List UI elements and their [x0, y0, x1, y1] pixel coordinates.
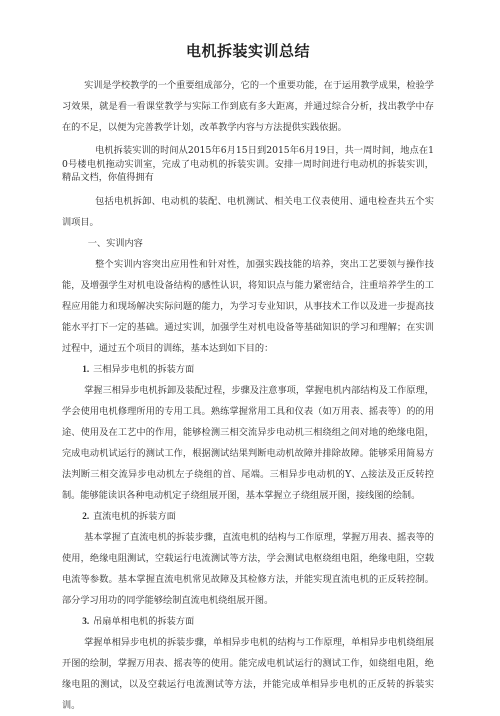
content-paragraph: 包括电机拆卸、电动机的装配、电机测试、相关电工仪表使用、通电检查共五个实训项目。: [62, 195, 434, 228]
subsection-heading: [62, 611, 434, 632]
subsection-paragraph: 掌握单相异步电机的拆装步骤，单相异步电机的结构与工作原理，单相异步电机绕组展开图的绘制，掌握万用表、摇表等的使用。能完成电机试运行的测试工作，如绕组电阻，绝缘电阻的测试，以及空载运行电流测试等方法，并能完成单相异步电机的正反转的拆装实训。: [62, 636, 434, 711]
document-title: 电机拆装实训总结: [185, 42, 310, 60]
subsection-title: 直流电机的拆装方面: [93, 510, 176, 522]
subsection-number: 3.: [82, 615, 90, 626]
subsection: [62, 611, 434, 716]
section-paragraph: 整个实训内容突出应用性和针对性，加强实践技能的培养，突出工艺要领与操作技能，及增强学生对机电设备结构的感性认识，将知识点与能力紧密结合，注重培养学生的工程应用能力和现场解决实际问题的能力，为学习专业知识，从事技术工作以及进一步提高技能水平打下一定的基础。通过实训，加强学生对机电设备等基础知识的学习和理解；在实训过程中，通过五个项目的训练，基本达到如下目的：: [62, 258, 434, 354]
subsection-heading: [62, 506, 434, 527]
subsection: [62, 506, 434, 611]
subsection-title: 三相异步电机的拆装方面: [93, 363, 195, 375]
intro-paragraph: 实训是学校教学的一个重要组成部分，它的一个重要功能，在于运用教学成果，检验学习效果，就是看一看课堂教学与实际工作到底有多大距离，并通过综合分析，找出教学中存在的不足，以便为完善教学计划，改革教学内容与方法提供实践依据。: [62, 80, 434, 133]
section-heading: 一、实训内容: [87, 237, 143, 249]
subsection-paragraph: 基本掌握了直流电机的拆装步骤，直流电机的结构与工作原理，掌握万用表、摇表等的使用，绝缘电阻测试，空载运行电流测试等方法，学会测试电枢绕组电阻，绝缘电阻，空载电流等参数。基本掌握直流电机常见故障及其检修方法，并能实现直流电机的正反转控制。部分学习用功的同学能够绘制直流电机绕组展开图。: [62, 531, 434, 606]
subsection-paragraph: 掌握三相异步电机拆卸及装配过程，步骤及注意事项，掌握电机内部结构及工作原理，学会使用电机修理所用的专用工具。熟练掌握常用工具和仪表（如万用表、摇表等）的的用途、使用及在工艺中的作用，能够检测三相交流异步电动机三相绕组之间对地的绝缘电阻，完成电动机试运行的测试工作，根据测试结果判断电动机故障并排除故障。能够采用简易方法判断三相交流异步电动机左子绕组的首、尾端。三相异步电动机的Y、△接法及正反转控制。能够能读识各种电动机定子绕组展开图，基本掌握立子绕组展开图，接线图的绘制。: [62, 384, 434, 501]
schedule-paragraph: 电机拆装实训的时间从2015年6月15日到2015年6月19日，共一周时间，地点在10号楼电机拖动实训室，完成了电动机的拆装实训。安排一周时间进行电动机的拆装实训，精品文档，你值得拥有: [62, 145, 434, 183]
subsection: [62, 359, 434, 506]
subsection-heading: [62, 359, 434, 380]
subsection-title: 吊扇单相电机的拆装方面: [93, 615, 195, 627]
subsection-number: 1.: [82, 363, 90, 374]
subsection-number: 2.: [82, 510, 90, 521]
